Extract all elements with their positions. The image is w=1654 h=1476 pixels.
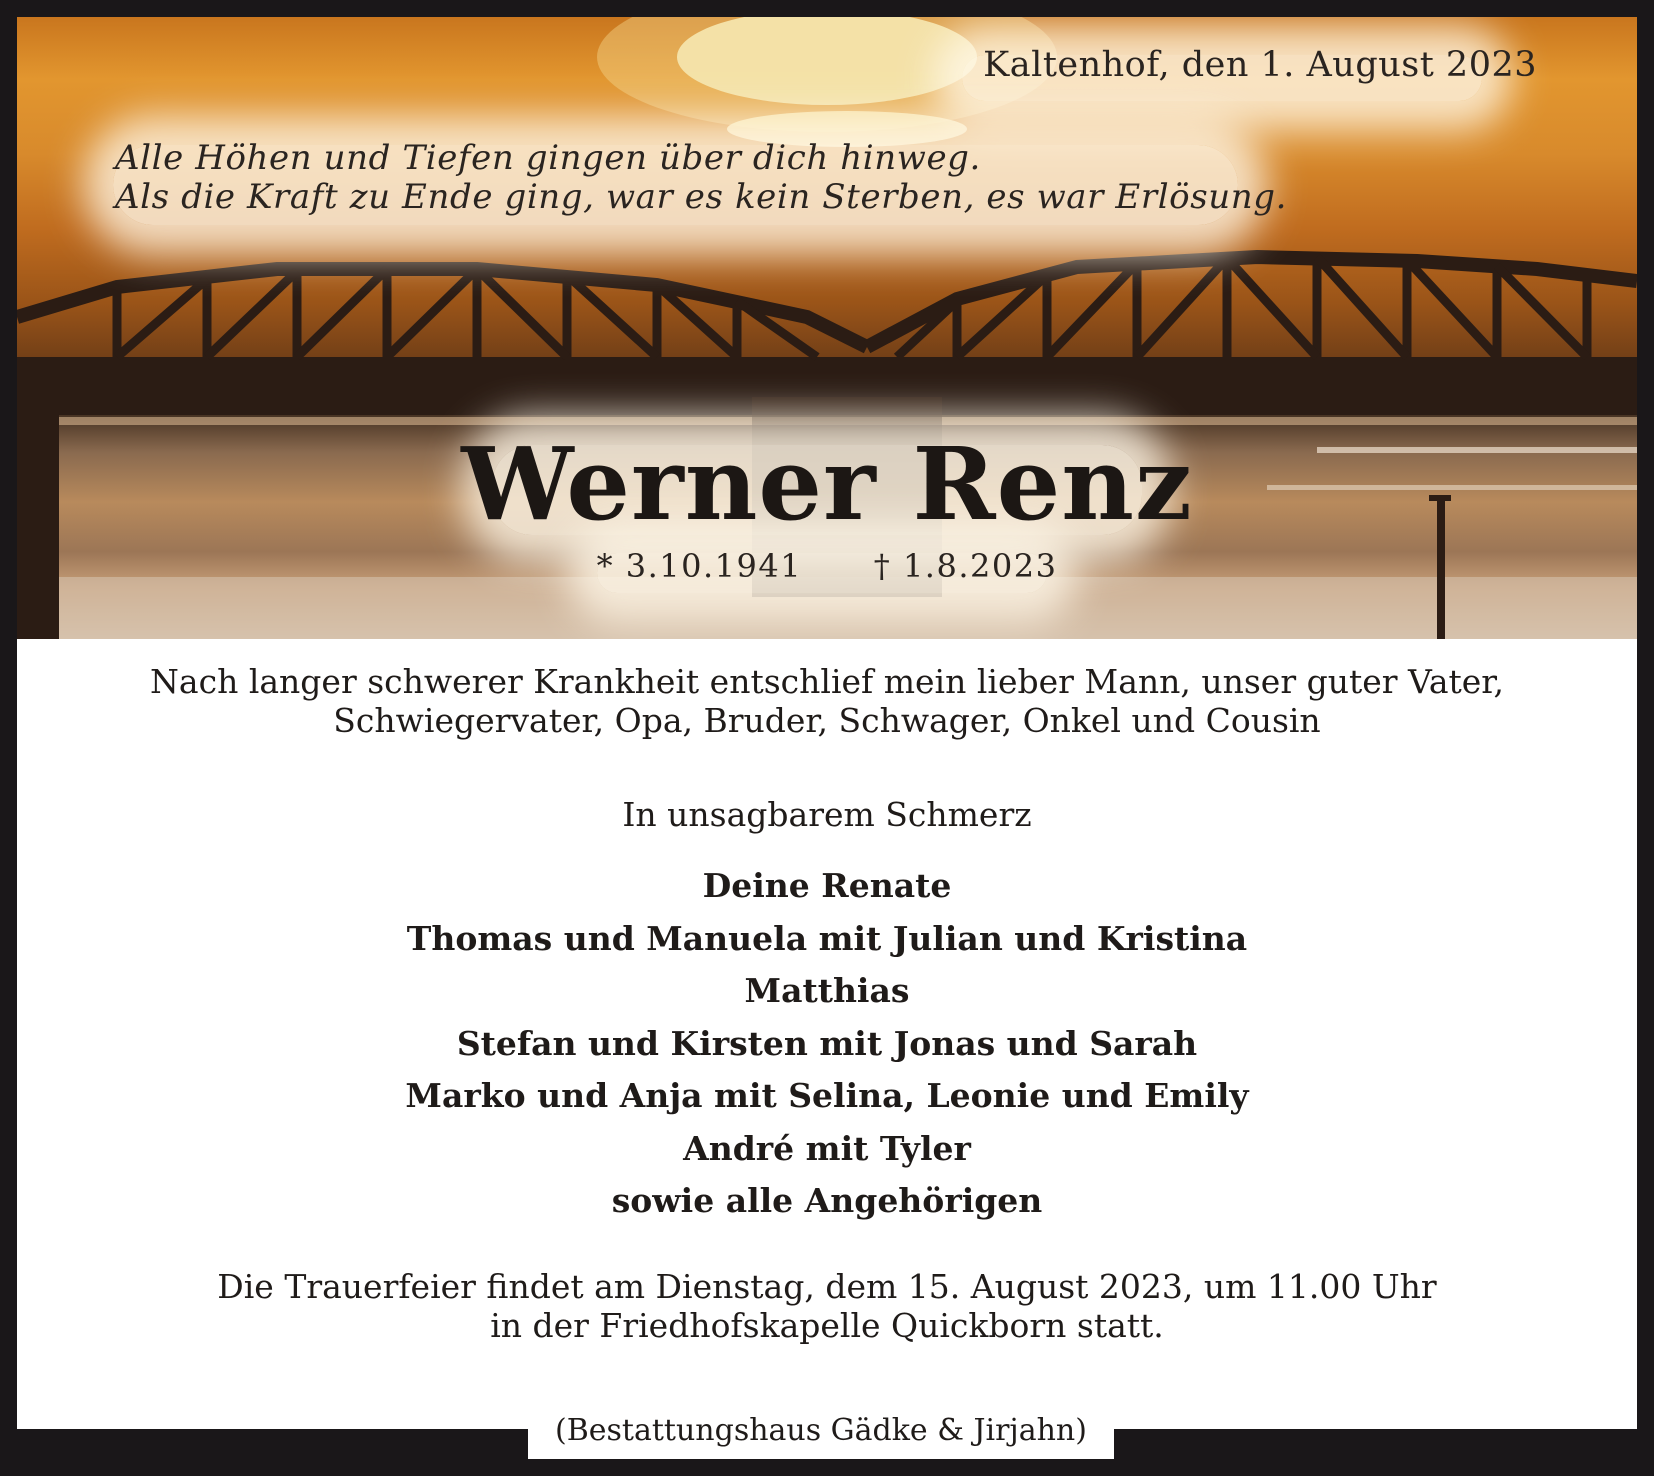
motto-line: Als die Kraft zu Ende ging, war es kein Sterben, es war Erlösung. xyxy=(115,177,1288,217)
mourners-list xyxy=(17,860,1637,1228)
mourner: Thomas und Manuela mit Julian und Kristina xyxy=(406,918,1248,958)
obituary-notice xyxy=(17,17,1637,1459)
death-date: † 1.8.2023 xyxy=(873,547,1058,585)
bridge-silhouette xyxy=(17,17,1637,639)
deceased-name: Werner Renz xyxy=(461,425,1193,543)
intro-line: Schwiegervater, Opa, Bruder, Schwager, Onkel und Cousin xyxy=(333,701,1321,740)
mourner: sowie alle Angehörigen xyxy=(611,1181,1043,1220)
birth-date: * 3.10.1941 xyxy=(596,547,803,585)
undertaker-name: (Bestattungshaus Gädke & Jirjahn) xyxy=(528,1409,1114,1459)
grief-line: In unsagbarem Schmerz xyxy=(622,795,1032,834)
mourner: Matthias xyxy=(744,971,910,1010)
intro-text xyxy=(17,662,1637,740)
funeral-info xyxy=(17,1267,1637,1345)
life-dates xyxy=(17,547,1637,585)
funeral-line: in der Friedhofskapelle Quickborn statt. xyxy=(490,1306,1164,1345)
mourner: Stefan und Kirsten mit Jonas und Sarah xyxy=(456,1023,1198,1063)
mourner: André mit Tyler xyxy=(683,1128,971,1168)
sunset-bridge-image xyxy=(17,17,1637,639)
mourner: Marko und Anja mit Selina, Leonie und Emily xyxy=(405,1076,1249,1115)
funeral-line: Die Trauerfeier findet am Dienstag, dem 15. August 2023, um 11.00 Uhr xyxy=(217,1267,1437,1306)
motto-line: Alle Höhen und Tiefen gingen über dich hinweg. xyxy=(115,138,981,178)
motto xyxy=(115,139,1287,217)
intro-line: Nach langer schwerer Krankheit entschlief mein lieber Mann, unser guter Vater, xyxy=(150,662,1504,701)
mourner: Deine Renate xyxy=(702,866,952,905)
place-date: Kaltenhof, den 1. August 2023 xyxy=(983,45,1537,85)
